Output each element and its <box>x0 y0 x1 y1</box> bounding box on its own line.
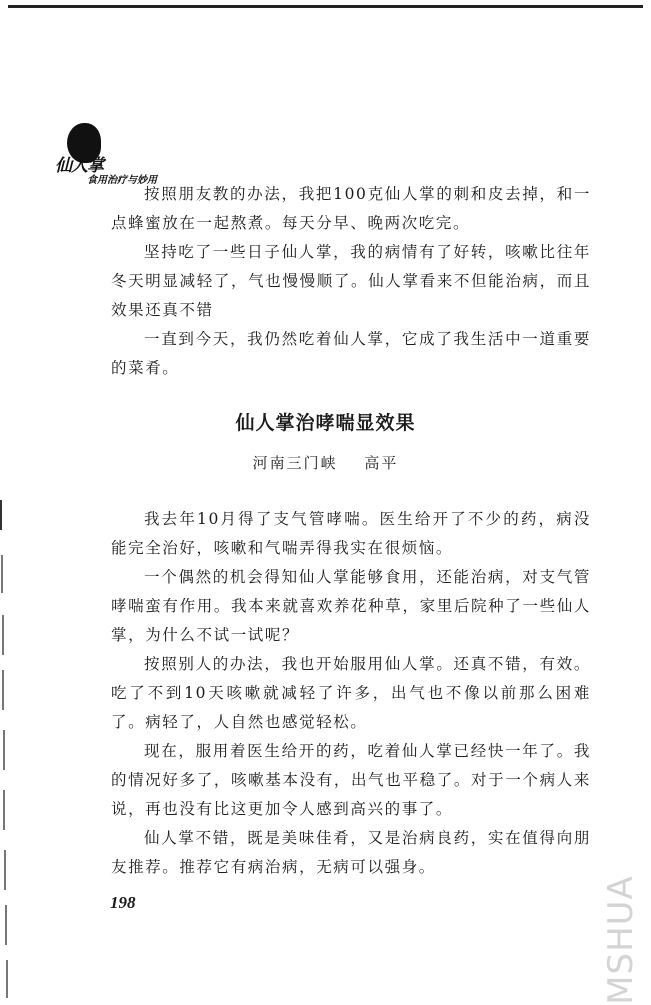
running-header-logo <box>55 115 205 190</box>
scan-edge-mark <box>6 960 8 998</box>
scan-edge-mark <box>2 670 4 710</box>
top-rule <box>8 5 643 8</box>
scan-edge-mark <box>1 555 3 593</box>
section-previous-article <box>111 180 591 383</box>
article-body <box>111 505 591 882</box>
paragraph: 按照朋友教的办法，我把100克仙人掌的刺和皮去掉，和一点蜂蜜放在一起熬煮。每天分早、晚两次吃完。 <box>111 185 591 232</box>
scan-edge-mark <box>2 615 4 655</box>
paragraph: 一个偶然的机会得知仙人掌能够食用，还能治病，对支气管哮喘蛮有作用。我本来就喜欢养花种草，家里后院种了一些仙人掌，为什么不试一试呢？ <box>111 568 591 644</box>
page-number: 198 <box>110 893 136 912</box>
logo-subtitle: 食用治疗与妙用 <box>87 175 157 186</box>
author-name: 高平 <box>364 454 399 472</box>
scan-edge-mark <box>4 850 6 890</box>
paragraph: 按照别人的办法，我也开始服用仙人掌。还真不错，有效。吃了不到10天咳嗽就减轻了许多，出气也不像以前那么困难了。病轻了，人自然也感觉轻松。 <box>111 655 591 731</box>
paragraph: 仙人掌不错，既是美味佳肴，又是治病良药，实在值得向朋友推荐。推荐它有病治病，无病可以强身。 <box>111 829 591 876</box>
byline <box>0 452 651 473</box>
paragraph: 我去年10月得了支气管哮喘。医生给开了不少的药，病没能完全治好，咳嗽和气喘弄得我实在很烦恼。 <box>111 510 591 557</box>
scan-edge-mark <box>3 730 5 770</box>
scan-edge-mark <box>3 790 5 830</box>
article-title: 仙人掌治哮喘显效果 <box>235 412 416 434</box>
watermark <box>588 875 648 1005</box>
logo-title: 仙人掌 <box>55 156 103 176</box>
scan-edge-mark <box>0 500 2 530</box>
paragraph: 现在，服用着医生给开的药，吃着仙人掌已经快一年了。我的情况好多了，咳嗽基本没有，出气也平稳了。对于一个病人来说，再也没有比这更加令人感到高兴的事了。 <box>111 742 591 818</box>
paragraph: 一直到今天，我仍然吃着仙人掌，它成了我生活中一道重要的菜肴。 <box>111 330 591 377</box>
paragraph: 坚持吃了一些日子仙人掌，我的病情有了好转，咳嗽比往年冬天明显减轻了，气也慢慢顺了。仙人掌看来不但能治病，而且效果还真不错 <box>111 243 591 319</box>
scan-edge-mark <box>5 905 7 945</box>
watermark-text: MSHUA <box>600 875 641 1005</box>
author-location: 河南三门峡 <box>252 454 338 472</box>
